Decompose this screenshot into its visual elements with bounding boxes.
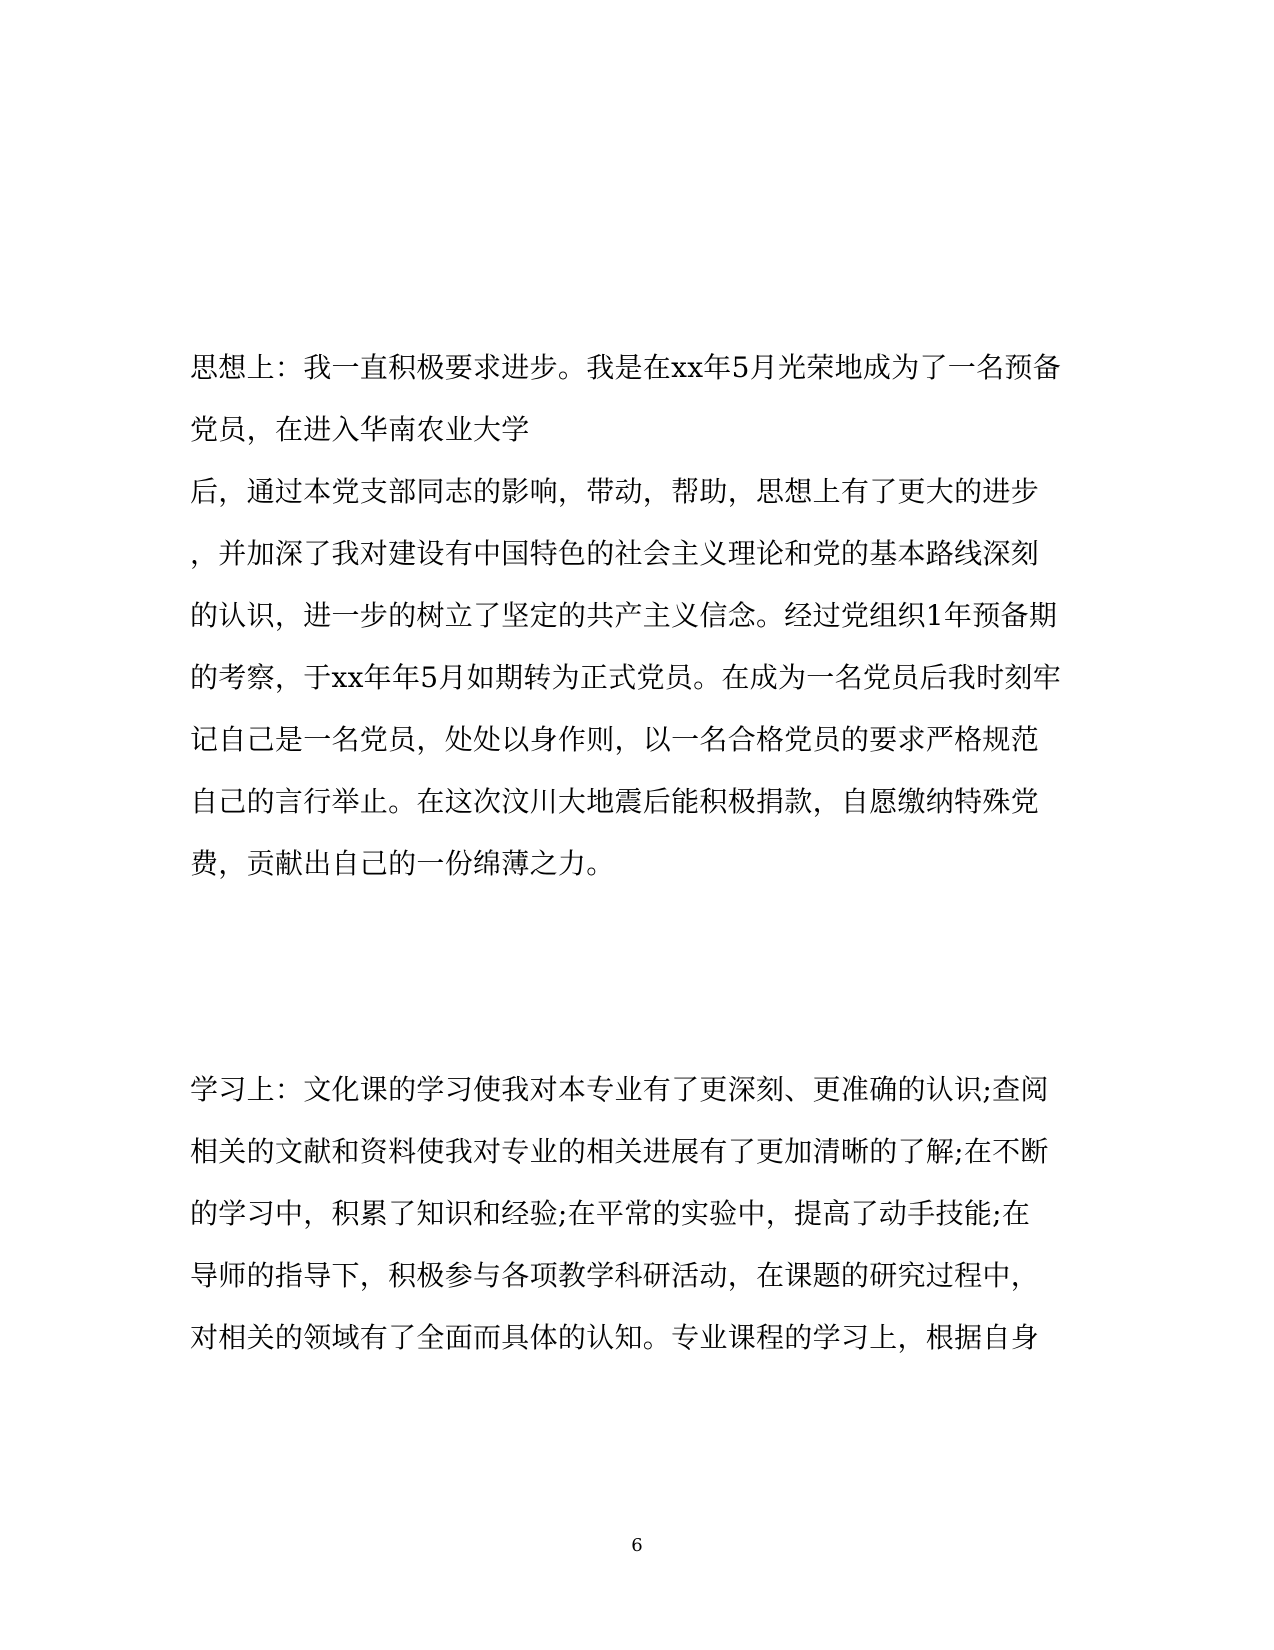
paragraph-line: 后，通过本党支部同志的影响，带动，帮助，思想上有了更大的进步 xyxy=(190,475,1040,508)
page-number: 6 xyxy=(631,1535,643,1556)
paragraph-line: 的学习中，积累了知识和经验;在平常的实验中，提高了动手技能;在 xyxy=(190,1197,1031,1230)
paragraph-line: 对相关的领域有了全面而具体的认知。专业课程的学习上，根据自身 xyxy=(190,1321,1040,1354)
paragraph-line: 相关的文献和资料使我对专业的相关进展有了更加清晰的了解;在不断 xyxy=(190,1135,1049,1168)
paragraph-line: 的认识，进一步的树立了坚定的共产主义信念。经过党组织1年预备期 xyxy=(190,599,1058,632)
paragraph-line: 费，贡献出自己的一份绵薄之力。 xyxy=(190,847,615,880)
paragraph-line: 党员，在进入华南农业大学 xyxy=(190,413,530,446)
paragraph-line: 的考察，于xx年年5月如期转为正式党员。在成为一名党员后我时刻牢 xyxy=(190,661,1061,694)
paragraph-line: 思想上：我一直积极要求进步。我是在xx年5月光荣地成为了一名预备 xyxy=(190,351,1061,384)
paragraph-line: ，并加深了我对建设有中国特色的社会主义理论和党的基本路线深刻 xyxy=(190,537,1040,570)
paragraph-line: 学习上：文化课的学习使我对本专业有了更深刻、更准确的认识;查阅 xyxy=(190,1073,1049,1106)
paragraph-line: 记自己是一名党员，处处以身作则，以一名合格党员的要求严格规范 xyxy=(190,723,1040,756)
paragraph-line: 导师的指导下，积极参与各项教学科研活动，在课题的研究过程中， xyxy=(190,1259,1040,1292)
paragraph-line: 自己的言行举止。在这次汶川大地震后能积极捐款，自愿缴纳特殊党 xyxy=(190,785,1040,818)
